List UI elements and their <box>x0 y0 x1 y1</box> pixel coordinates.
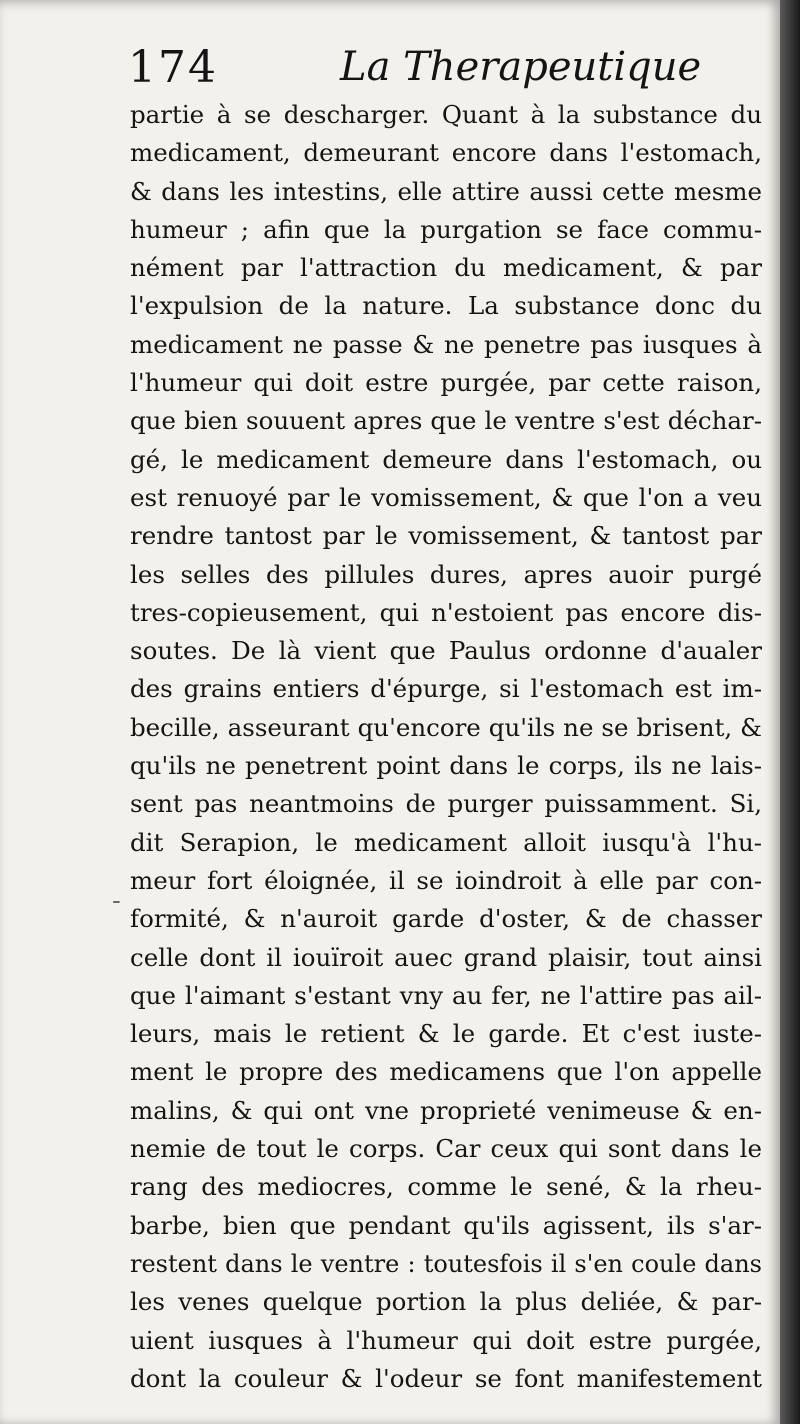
text-line: partie à se descharger. Quant à la substance du <box>130 100 762 129</box>
text-line: sent pas neantmoins de purger puissamment. Si, <box>130 789 762 819</box>
text-line: rang des mediocres, comme le sené, & la rheu- <box>130 1172 762 1202</box>
text-line: les selles des pillules dures, apres auoir purgé <box>130 559 762 589</box>
text-line: l'expulsion de la nature. La substance donc du <box>130 291 762 321</box>
text-line: que l'aimant s'estant vny au fer, ne l'attire pas ail- <box>130 980 762 1010</box>
text-line: les venes quelque portion la plus deliée, & par- <box>130 1287 762 1317</box>
running-title: La Therapeutique <box>340 44 702 90</box>
text-line: restent dans le ventre : toutesfois il s'en coule dans <box>130 1249 762 1278</box>
text-line: & dans les intestins, elle attire aussi cette mesme <box>130 176 762 206</box>
text-line: ment le propre des medicamens que l'on appelle <box>130 1057 762 1087</box>
text-line: nemie de tout le corps. Car ceux qui sont dans le <box>130 1134 762 1164</box>
text-line: leurs, mais le retient & le garde. Et c'est iuste- <box>130 1019 762 1049</box>
text-line: des grains entiers d'épurge, si l'estomach est im- <box>130 674 762 704</box>
page-number: 174 <box>128 42 218 93</box>
text-line: meur fort éloignée, il se ioindroit à elle par con- <box>130 865 762 895</box>
text-line: malins, & qui ont vne proprieté venimeuse & en- <box>130 1095 762 1125</box>
text-line: medicament ne passe & ne penetre pas iusques à <box>130 329 762 359</box>
text-line: soutes. De là vient que Paulus ordonne d'aualer <box>130 636 762 666</box>
text-line: dont la couleur & l'odeur se font manifestement <box>130 1363 762 1393</box>
text-line: est renuoyé par le vomissement, & que l'on a veu <box>130 482 762 512</box>
text-line: formité, & n'auroit garde d'oster, & de chasser <box>130 904 762 934</box>
page-edge-shadow <box>780 0 800 1424</box>
text-line: humeur ; afin que la purgation se face commu- <box>130 214 762 244</box>
text-line: barbe, bien que pendant qu'ils agissent, ils s'ar- <box>130 1210 762 1240</box>
text-line: uient iusques à l'humeur qui doit estre purgée, <box>130 1325 762 1355</box>
text-line: becille, asseurant qu'encore qu'ils ne se brisent, & <box>130 712 762 742</box>
text-line: rendre tantost par le vomissement, & tantost par <box>130 521 762 551</box>
text-line: dit Serapion, le medicament alloit iusqu'à l'hu- <box>130 827 762 857</box>
text-line: qu'ils ne penetrent point dans le corps, ils ne lais- <box>130 751 762 781</box>
text-line: nément par l'attraction du medicament, & par <box>130 253 762 283</box>
text-line: que bien souuent apres que le ventre s'est déchar- <box>130 406 762 436</box>
text-line: l'humeur qui doit estre purgée, par cette raison, <box>130 368 762 398</box>
page-header <box>128 42 748 92</box>
text-line: gé, le medicament demeure dans l'estomach, ou <box>130 444 762 474</box>
body-text <box>130 96 762 1398</box>
text-line: celle dont il iouïroit auec grand plaisir, tout ainsi <box>130 942 762 972</box>
text-line: medicament, demeurant encore dans l'estomach, <box>130 138 762 168</box>
margin-mark: - <box>112 886 121 916</box>
text-line: tres-copieusement, qui n'estoient pas encore dis- <box>130 597 762 627</box>
